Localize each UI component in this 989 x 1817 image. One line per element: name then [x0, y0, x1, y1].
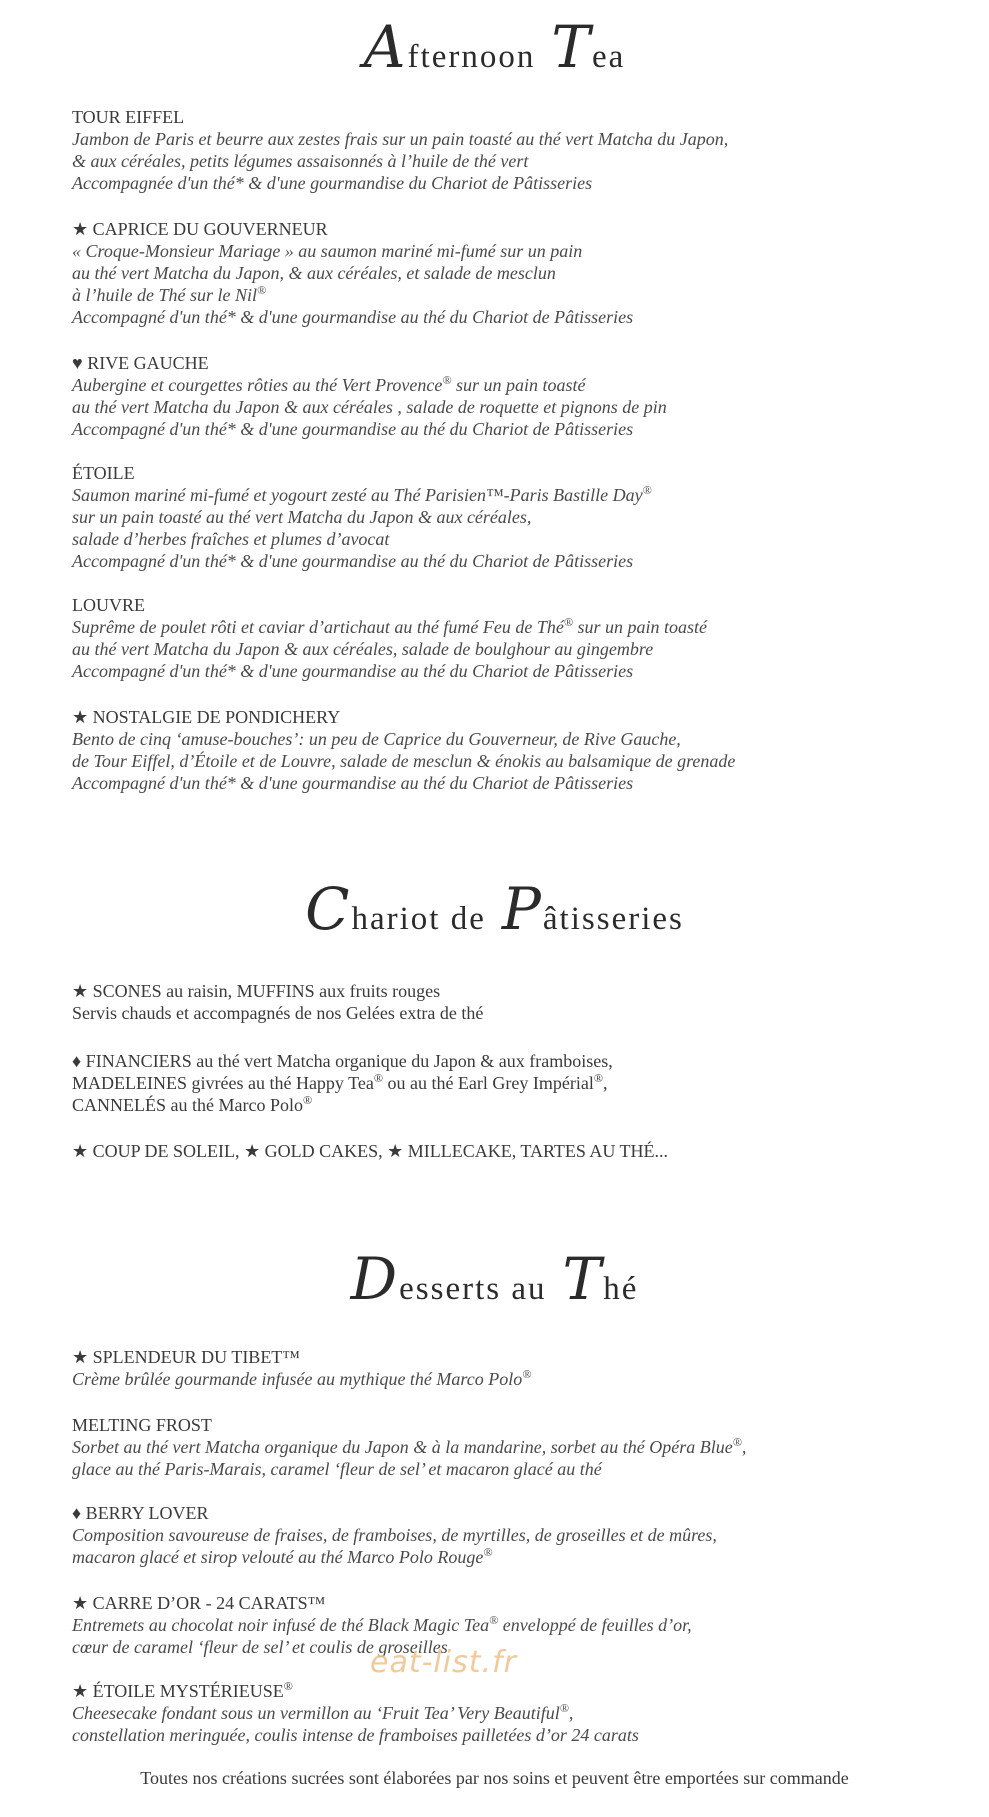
registered-mark: ®	[442, 373, 452, 387]
item-name: ★ CAPRICE DU GOUVERNEUR	[72, 219, 328, 239]
dessert-item-carre-dor: ★ CARRE D’OR - 24 CARATS™ Entremets au chocolat noir infusé de thé Black Magic Tea® enveloppé de feuilles d’or, cœur de caramel ‘fleur de sel’ et coulis de groseilles	[72, 1592, 952, 1658]
dessert-item-berry-lover: ♦ BERRY LOVER Composition savoureuse de fraises, de framboises, de myrtilles, de groseilles et de mûres, macaron glacé et sirop velouté au thé Marco Polo Rouge®	[72, 1502, 952, 1568]
registered-mark: ®	[732, 1435, 742, 1449]
registered-mark: ®	[522, 1367, 532, 1381]
chariot-item-financiers-madeleines-canneles: ♦ FINANCIERS au thé vert Matcha organique du Japon & aux framboises, MADELEINES givrées au thé Happy Tea® ou au thé Earl Grey Impérial®, CANNELÉS au thé Marco Polo®	[72, 1051, 613, 1115]
menu-item-rive-gauche: ♥ RIVE GAUCHE Aubergine et courgettes rôties au thé Vert Provence® sur un pain toasté au thé vert Matcha du Japon & aux céréales , salade de roquette et pignons de pin Accompagné d'un thé* & d'une gourmandise au thé du Chariot de Pâtisseries	[72, 352, 952, 440]
menu-item-nostalgie-de-pondichery: ★ NOSTALGIE DE PONDICHERY Bento de cinq ‘amuse-bouches’: un peu de Caprice du Gouverneur, de Rive Gauche, de Tour Eiffel, d’Étoile et de Louvre, salade de mesclun & énokis au balsamique de grenade Accompagné d'un thé* & d'une gourmandise au thé du Chariot de Pâtisseries	[72, 706, 952, 794]
item-name: ♥ RIVE GAUCHE	[72, 353, 209, 373]
menu-item-etoile: ÉTOILE Saumon mariné mi-fumé et yogourt zesté au Thé Parisien™-Paris Bastille Day® sur un pain toasté au thé vert Matcha du Japon & aux céréales, salade d’herbes fraîches et plumes d’avocat Accompagné d'un thé* & d'une gourmandise au thé du Chariot de Pâtisseries	[72, 462, 952, 572]
chariot-item-scones-muffins: ★ SCONES au raisin, MUFFINS aux fruits rouges Servis chauds et accompagnés de nos Gelées extra de thé	[72, 981, 484, 1023]
item-name: ★ SPLENDEUR DU TIBET™	[72, 1347, 300, 1367]
menu-item-caprice-du-gouverneur: ★ CAPRICE DU GOUVERNEUR « Croque-Monsieur Mariage » au saumon mariné mi-fumé sur un pain au thé vert Matcha du Japon, & aux céréales, et salade de mesclun à l’huile de Thé sur le Nil® Accompagné d'un thé* & d'une gourmandise au thé du Chariot de Pâtisseries	[72, 218, 952, 328]
chariot-item-cakes: ★ COUP DE SOLEIL, ★ GOLD CAKES, ★ MILLECAKE, TARTES AU THÉ...	[72, 1141, 669, 1161]
registered-mark: ®	[563, 615, 574, 629]
menu-item-louvre: LOUVRE Suprême de poulet rôti et caviar d’artichaut au thé fumé Feu de Thé® sur un pain toasté au thé vert Matcha du Japon & aux céréales, salade de boulghour au gingembre Accompagné d'un thé* & d'une gourmandise au thé du Chariot de Pâtisseries	[72, 594, 952, 682]
registered-mark: ®	[373, 1071, 383, 1085]
section-title-chariot-de-patisseries: Chariot de Pâtisseries	[305, 875, 684, 943]
item-name: ÉTOILE	[72, 463, 135, 483]
item-name: TOUR EIFFEL	[72, 107, 185, 127]
dessert-item-etoile-mysterieuse: ★ ÉTOILE MYSTÉRIEUSE® Cheesecake fondant sous un vermillon au ‘Fruit Tea’ Very Beautiful®, constellation meringuée, coulis intense de framboises pailletées d’or 24 carats	[72, 1679, 639, 1745]
registered-mark: ®	[489, 1613, 499, 1627]
footer-note: Toutes nos créations sucrées sont élaborées par nos soins et peuvent être emportées sur commande	[140, 1768, 849, 1788]
registered-mark: ®	[302, 1093, 313, 1107]
dessert-item-melting-frost: MELTING FROST Sorbet au thé vert Matcha organique du Japon & à la mandarine, sorbet au thé Opéra Blue®, glace au thé Paris-Marais, caramel ‘fleur de sel’ et macaron glacé au thé	[72, 1414, 952, 1480]
item-name: ★ NOSTALGIE DE PONDICHERY	[72, 707, 341, 727]
item-name: ♦ BERRY LOVER	[72, 1503, 209, 1523]
item-name: MELTING FROST	[72, 1415, 212, 1435]
registered-mark: ®	[256, 283, 267, 297]
section-title-afternoon-tea: Afternoon Tea	[363, 13, 626, 81]
item-name: ★ CARRE D’OR - 24 CARATS™	[72, 1593, 326, 1613]
registered-mark: ®	[593, 1071, 603, 1085]
registered-mark: ®	[559, 1701, 569, 1715]
dessert-item-splendeur-du-tibet: ★ SPLENDEUR DU TIBET™ Crème brûlée gourmande infusée au mythique thé Marco Polo®	[72, 1346, 952, 1390]
watermark: eat-list.fr	[370, 1645, 517, 1680]
registered-mark: ®	[283, 1679, 293, 1693]
menu-item-tour-eiffel: TOUR EIFFEL Jambon de Paris et beurre aux zestes frais sur un pain toasté au thé vert Matcha du Japon, & aux céréales, petits légumes assaisonnés à l’huile de thé vert Accompagnée d'un thé* & d'une gourmandise du Chariot de Pâtisseries	[72, 106, 952, 194]
item-name: ★ ÉTOILE MYSTÉRIEUSE	[72, 1681, 284, 1701]
registered-mark: ®	[483, 1545, 493, 1559]
section-title-desserts-au-the: Desserts au Thé	[350, 1245, 639, 1313]
item-name: LOUVRE	[72, 595, 145, 615]
registered-mark: ®	[642, 483, 652, 497]
